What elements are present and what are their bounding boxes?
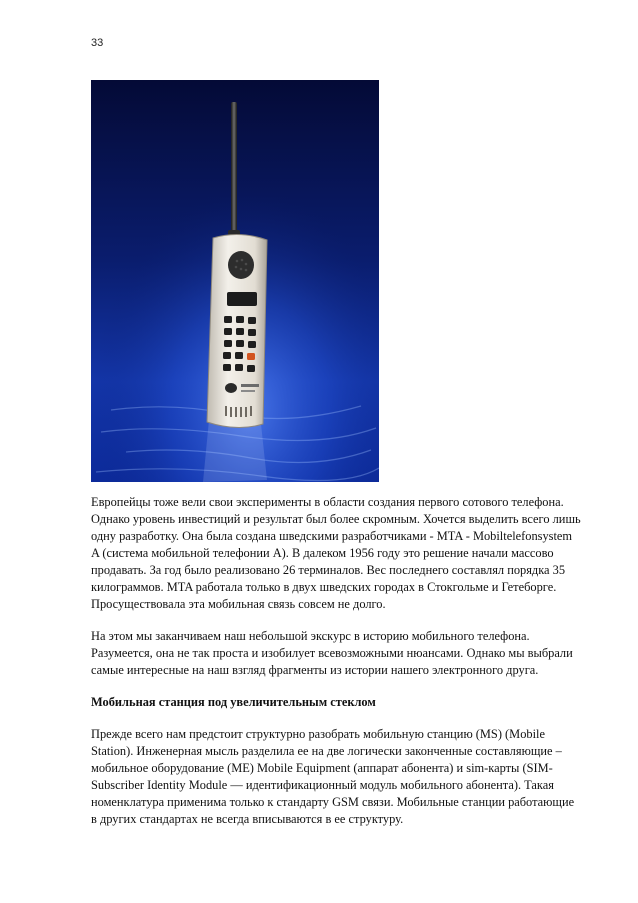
phone-photo xyxy=(91,80,379,482)
article-body xyxy=(91,494,581,843)
paragraph-european-experiments: Европейцы тоже вели свои эксперименты в области создания первого сотового телефона. Однако уровень инвестиций и результат был более скромным. Хочется выделить всего лишь одну разработку. Она была создана шведскими разработчиками - MTA - Mobiltelefonsystem A (система мобильной телефонии A). В далеком 1956 году это решение начали массово продавать. За год было реализовано 26 терминалов. Вес последнего составлял порядка 35 килограммов. MTA работала только в двух шведских городах в Стокгольме и Гетеборге. Просуществовала эта мобильная связь совсем не долго. xyxy=(91,495,581,611)
paragraph-conclusion: На этом мы заканчиваем наш небольшой экскурс в историю мобильного телефона. Разумеется, она не так проста и изобилует всевозможными нюансами. Однако мы выбрали самые интересные на наш взгляд фрагменты из истории нашего электронного друга. xyxy=(91,629,573,677)
section-heading: Мобильная станция под увеличительным стеклом xyxy=(91,695,376,709)
page-number: 33 xyxy=(91,37,104,49)
paragraph-mobile-station: Прежде всего нам предстоит структурно разобрать мобильную станцию (MS) (Mobile Station). Инженерная мысль разделила ее на две логически законченные составляющие – мобильное оборудование (ME) Mobile Equipment (аппарат абонента) и sim-карты (SIM-Subscriber Identity Module — идентификационный модуль мобильного абонента). Такая номенклатура применима только к стандарту GSM связи. Мобильные станции работающие в других стандартах не всегда вписываются в ее структуру. xyxy=(91,727,575,826)
